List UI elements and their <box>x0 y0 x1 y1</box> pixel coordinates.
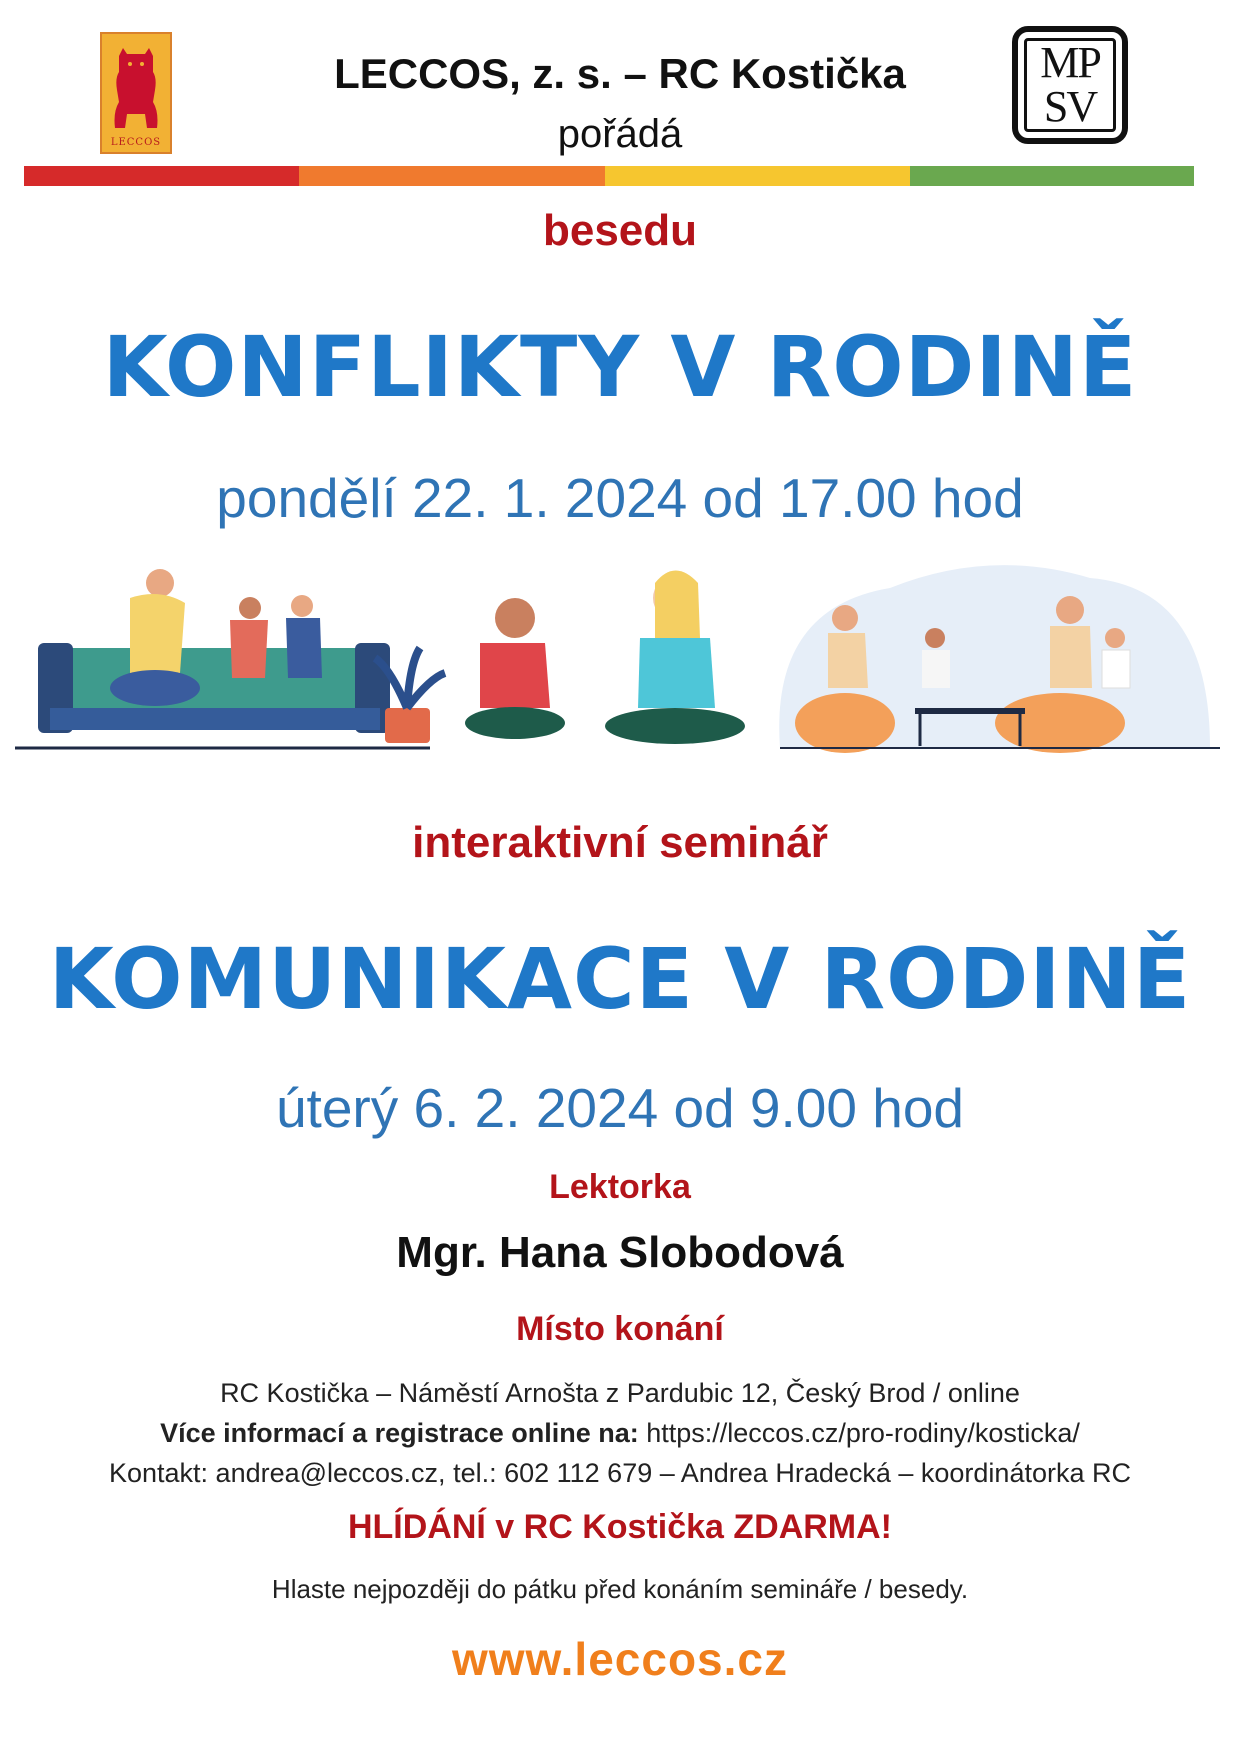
registration-deadline: Hlaste nejpozději do pátku před konáním semináře / besedy. <box>271 1574 969 1604</box>
rainbow-divider <box>24 166 1194 186</box>
leccos-logo-text: LECCOS <box>110 137 162 148</box>
mpsv-logo-line2: SV <box>1043 82 1097 131</box>
event2-type: interaktivní seminář <box>412 818 828 867</box>
website-link[interactable]: www.leccos.cz <box>452 1633 788 1685</box>
contact-line: Kontakt: andrea@leccos.cz, tel.: 602 112 679 – Andrea Hradecká – koordinátorka RC <box>108 1458 1131 1488</box>
event2-date: úterý 6. 2. 2024 od 9.00 hod <box>275 1077 965 1139</box>
organization-name: LECCOS, z. s. – RC Kostička <box>334 50 906 97</box>
event1-title: KONFLIKTY V RODINĚ <box>102 318 1138 416</box>
event2-title: KOMUNIKACE V RODINĚ <box>48 930 1192 1028</box>
babysitting-notice: HLÍDÁNÍ v RC Kostička ZDARMA! <box>347 1508 893 1546</box>
event1-type: besedu <box>542 206 698 255</box>
registration-link[interactable]: https://leccos.cz/pro-rodiny/kosticka/ <box>646 1418 1080 1448</box>
lecturer-label: Lektorka <box>549 1168 691 1206</box>
info-label: Více informací a registrace online na: <box>160 1418 639 1448</box>
family-illustrations <box>10 548 1230 758</box>
two-kids-talking-illustration <box>465 571 745 745</box>
venue-address: RC Kostička – Náměstí Arnošta z Pardubic 12, Český Brod / online <box>220 1378 1020 1408</box>
info-line <box>0 1418 1240 1449</box>
mpsv-logo <box>1012 26 1128 144</box>
family-on-sofa-illustration <box>15 569 445 748</box>
divider-segment <box>24 166 299 186</box>
venue-label: Místo konání <box>516 1310 724 1348</box>
divider-segment <box>910 166 1194 186</box>
lecturer-name: Mgr. Hana Slobodová <box>396 1228 844 1277</box>
family-living-room-illustration <box>779 565 1220 753</box>
event1-date: pondělí 22. 1. 2024 od 17.00 hod <box>216 467 1024 529</box>
divider-segment <box>605 166 910 186</box>
divider-segment <box>299 166 605 186</box>
mpsv-logo-line1: MP <box>1040 38 1100 87</box>
organizes-text: pořádá <box>557 112 683 156</box>
